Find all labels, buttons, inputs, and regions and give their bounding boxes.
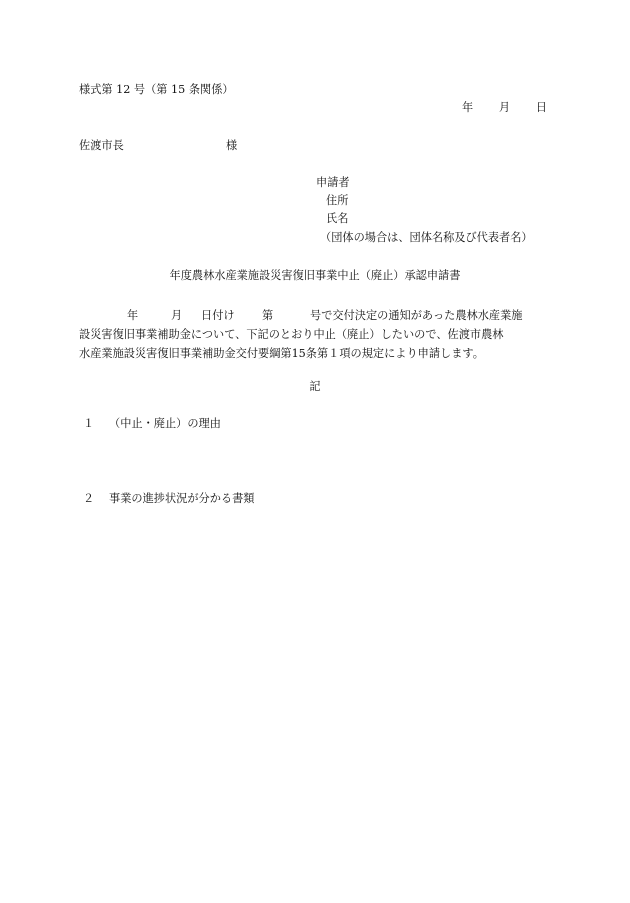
item-1-number: １	[83, 417, 95, 430]
applicant-label: 申請者	[316, 176, 350, 189]
item-2-number: ２	[83, 492, 95, 505]
date-year: 年	[462, 101, 474, 114]
document-title: 年度農林水産業施設災害復旧事業中止（廃止）承認申請書	[169, 269, 461, 282]
body-year: 年	[127, 309, 139, 322]
ki-heading: 記	[309, 380, 321, 393]
body-line-1	[79, 306, 545, 325]
recipient-honorific: 様	[226, 139, 238, 152]
body-line-3: 水産業施設災害復旧事業補助金交付要綱第15条第１項の規定により申請します。	[79, 347, 484, 360]
date-line	[462, 101, 547, 114]
recipient-name: 佐渡市長	[79, 139, 124, 152]
item-2-text: 事業の進捗状況が分かる書類	[109, 492, 255, 505]
item-2	[83, 492, 254, 505]
form-number: 様式第 12 号（第 15 条関係）	[79, 83, 234, 96]
date-month: 月	[498, 101, 511, 114]
item-1-text: （中止・廃止）の理由	[109, 417, 221, 430]
item-1	[83, 417, 221, 430]
name-label: 氏名	[326, 212, 349, 225]
organization-note: （団体の場合は、団体名称及び代表者名）	[320, 231, 533, 244]
body-line1-rest: 号で交付決定の通知があった農林水産業施	[310, 309, 523, 322]
body-line-2: 設災害復旧事業補助金について、下記のとおり中止（廃止）したいので、佐渡市農林	[79, 328, 504, 341]
address-label: 住所	[326, 194, 349, 207]
date-day: 日	[535, 101, 547, 114]
body-month: 月	[171, 309, 183, 322]
body-day-dated: 日付け	[201, 309, 235, 322]
body-dai: 第	[262, 309, 274, 322]
body-paragraph	[79, 306, 545, 363]
